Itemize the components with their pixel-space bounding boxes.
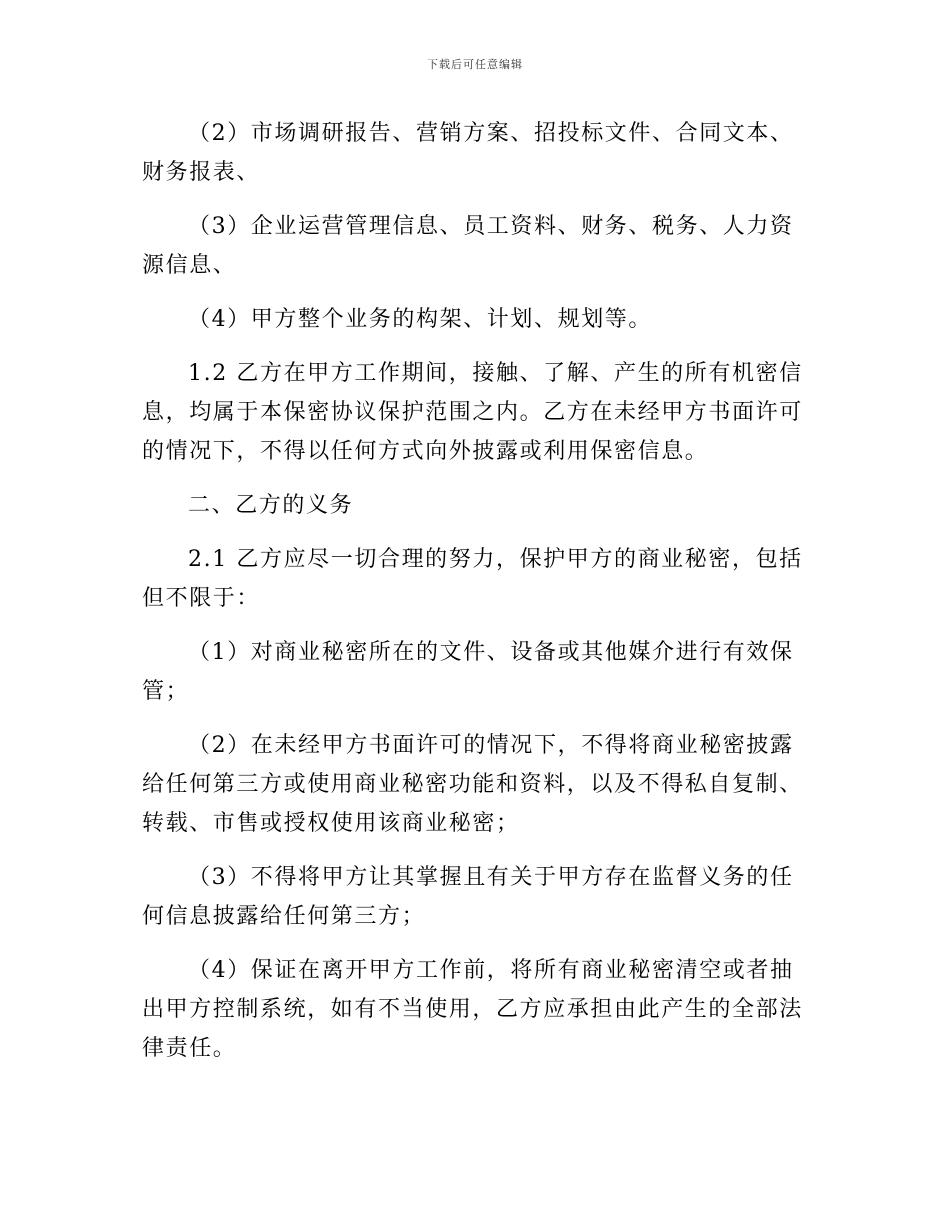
clause-paragraph: 1.2 乙方在甲方工作期间，接触、了解、产生的所有机密信息，均属于本保密协议保护范围之内。乙方在未经甲方书面许可的情况下，不得以任何方式向外披露或利用保密信息。: [142, 361, 803, 464]
clause-paragraph: （2）在未经甲方书面许可的情况下，不得将商业秘密披露给任何第三方或使用商业秘密功能和资料，以及不得私自复制、转载、市售或授权使用该商业秘密；: [142, 733, 803, 836]
clause-paragraph: （3）企业运营管理信息、员工资料、财务、税务、人力资源信息、: [142, 214, 794, 278]
clause-paragraph: （3）不得将甲方让其掌握且有关于甲方存在监督义务的任何信息披露给任何第三方；: [142, 865, 794, 929]
clause-paragraph: （4）保证在离开甲方工作前，将所有商业秘密清空或者抽出甲方控制系统，如有不当使用，乙方应承担由此产生的全部法律责任。: [142, 958, 803, 1061]
clause-paragraph: 2.1 乙方应尽一切合理的努力，保护甲方的商业秘密，包括但不限于：: [142, 547, 803, 611]
clause-paragraph: （2）市场调研报告、营销方案、招投标文件、合同文本、财务报表、: [142, 121, 794, 185]
section-heading: 二、乙方的义务: [188, 493, 354, 518]
clause-paragraph: （1）对商业秘密所在的文件、设备或其他媒介进行有效保管；: [142, 640, 794, 704]
document-body: [142, 114, 814, 1083]
page-header: 下载后可任意编辑: [427, 58, 523, 71]
clause-paragraph: （4）甲方整个业务的构架、计划、规划等。: [188, 307, 652, 332]
